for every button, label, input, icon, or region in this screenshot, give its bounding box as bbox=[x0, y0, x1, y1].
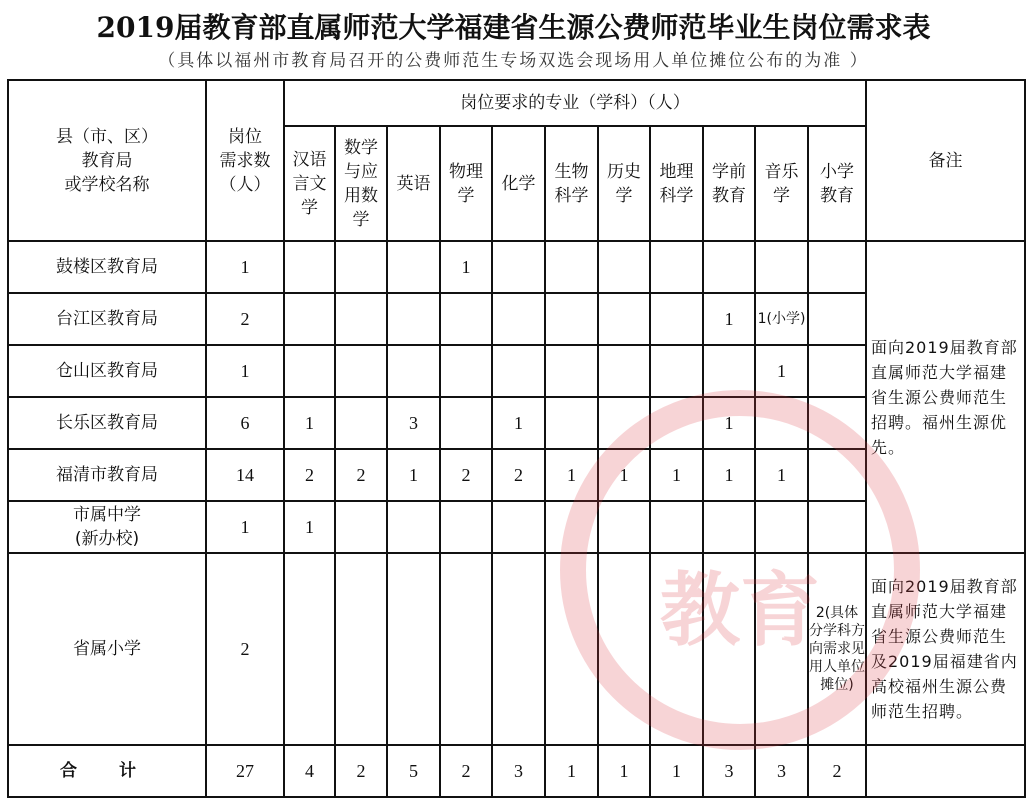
subject-count bbox=[440, 345, 492, 397]
subject-count bbox=[492, 293, 545, 345]
unit-name: 鼓楼区教育局 bbox=[8, 241, 206, 293]
subject-count: 1 bbox=[440, 241, 492, 293]
job-demand-table bbox=[7, 79, 1026, 798]
subject-count bbox=[335, 553, 387, 745]
subject-count: 1 bbox=[703, 397, 755, 449]
subject-count: 2 bbox=[284, 449, 335, 501]
subject-count bbox=[387, 501, 440, 553]
subject-count bbox=[650, 345, 703, 397]
subject-count bbox=[284, 553, 335, 745]
subject-count bbox=[284, 345, 335, 397]
subject-count: 1 bbox=[703, 293, 755, 345]
header-subject: 音乐学 bbox=[755, 126, 808, 241]
total-subject-count: 2 bbox=[335, 745, 387, 797]
subject-count bbox=[808, 501, 866, 553]
subject-count bbox=[808, 449, 866, 501]
total-subject-count: 5 bbox=[387, 745, 440, 797]
total-subject-count: 1 bbox=[650, 745, 703, 797]
remark-cell: 面向2019届教育部直属师范大学福建省生源公费师范生招聘。福州生源优先。 bbox=[866, 241, 1025, 553]
header-subject: 英语 bbox=[387, 126, 440, 241]
total-row bbox=[8, 745, 1025, 797]
subject-count bbox=[808, 293, 866, 345]
subject-count bbox=[440, 293, 492, 345]
subject-count bbox=[545, 345, 598, 397]
subject-count bbox=[650, 241, 703, 293]
subject-count: 1 bbox=[650, 449, 703, 501]
subject-count bbox=[387, 241, 440, 293]
subject-count bbox=[545, 397, 598, 449]
subject-count bbox=[808, 241, 866, 293]
subject-count bbox=[598, 501, 650, 553]
subject-count bbox=[440, 501, 492, 553]
subject-count bbox=[545, 293, 598, 345]
page-title: 2019届教育部直属师范大学福建省生源公费师范毕业生岗位需求表 bbox=[96, 11, 931, 44]
subject-count bbox=[335, 345, 387, 397]
subject-count bbox=[650, 501, 703, 553]
total-demand: 27 bbox=[206, 745, 284, 797]
unit-name: 福清市教育局 bbox=[8, 449, 206, 501]
table-row bbox=[8, 553, 1025, 745]
header-subject: 汉语言文学 bbox=[284, 126, 335, 241]
header-subject: 地理科学 bbox=[650, 126, 703, 241]
header-subjects-group: 岗位要求的专业（学科）（人） bbox=[284, 80, 866, 126]
total-subject-count: 4 bbox=[284, 745, 335, 797]
subject-count: 1 bbox=[545, 449, 598, 501]
subject-count bbox=[703, 241, 755, 293]
header-subject: 数学与应用数学 bbox=[335, 126, 387, 241]
unit-name: 市属中学 (新办校) bbox=[8, 501, 206, 553]
total-subject-count: 3 bbox=[703, 745, 755, 797]
subject-count bbox=[284, 241, 335, 293]
subject-count: 1 bbox=[492, 397, 545, 449]
demand-count: 14 bbox=[206, 449, 284, 501]
subject-count bbox=[650, 293, 703, 345]
subject-count bbox=[808, 397, 866, 449]
total-subject-count: 2 bbox=[440, 745, 492, 797]
subject-count bbox=[545, 501, 598, 553]
subject-count: 2 bbox=[335, 449, 387, 501]
subject-count bbox=[335, 397, 387, 449]
subject-count bbox=[598, 241, 650, 293]
subject-count: 1 bbox=[598, 449, 650, 501]
header-demand: 岗位 需求数 （人） bbox=[206, 80, 284, 241]
demand-count: 6 bbox=[206, 397, 284, 449]
demand-count: 1 bbox=[206, 241, 284, 293]
subject-count bbox=[598, 345, 650, 397]
header-subject: 小学教育 bbox=[808, 126, 866, 241]
subject-count bbox=[598, 293, 650, 345]
subject-count: 3 bbox=[387, 397, 440, 449]
subject-count bbox=[284, 293, 335, 345]
subject-count bbox=[335, 241, 387, 293]
subject-count bbox=[387, 553, 440, 745]
demand-count: 1 bbox=[206, 345, 284, 397]
unit-name: 长乐区教育局 bbox=[8, 397, 206, 449]
subject-count bbox=[492, 553, 545, 745]
subject-count: 1 bbox=[755, 345, 808, 397]
subject-count: 1 bbox=[703, 449, 755, 501]
subject-count bbox=[545, 241, 598, 293]
subject-count: 2 bbox=[492, 449, 545, 501]
page-subtitle: （具体以福州市教育局召开的公费师范生专场双选会现场用人单位摊位公布的为准 ） bbox=[158, 51, 869, 71]
subject-count bbox=[703, 501, 755, 553]
header-remarks: 备注 bbox=[866, 80, 1025, 241]
subject-count: 1(小学) bbox=[755, 293, 808, 345]
total-subject-count: 1 bbox=[598, 745, 650, 797]
subject-count bbox=[598, 397, 650, 449]
subject-count: 1 bbox=[387, 449, 440, 501]
subject-count bbox=[755, 241, 808, 293]
unit-name: 省属小学 bbox=[8, 553, 206, 745]
header-unit: 县（市、区） 教育局 或学校名称 bbox=[8, 80, 206, 241]
unit-name: 台江区教育局 bbox=[8, 293, 206, 345]
subject-count: 1 bbox=[755, 449, 808, 501]
subject-count bbox=[335, 293, 387, 345]
table-row bbox=[8, 241, 1025, 293]
subject-count bbox=[755, 553, 808, 745]
subject-count bbox=[440, 553, 492, 745]
header-subject: 生物科学 bbox=[545, 126, 598, 241]
header-subject: 学前教育 bbox=[703, 126, 755, 241]
total-label: 合 计 bbox=[8, 745, 206, 797]
subject-count bbox=[755, 397, 808, 449]
total-subject-count: 3 bbox=[492, 745, 545, 797]
header-subject: 化学 bbox=[492, 126, 545, 241]
total-subject-count: 1 bbox=[545, 745, 598, 797]
total-subject-count: 3 bbox=[755, 745, 808, 797]
total-subject-count: 2 bbox=[808, 745, 866, 797]
subject-count: 1 bbox=[284, 501, 335, 553]
subject-count bbox=[492, 345, 545, 397]
newspaper-stamp-watermark: 教育 bbox=[560, 390, 920, 750]
demand-count: 2 bbox=[206, 553, 284, 745]
subject-count bbox=[598, 553, 650, 745]
subject-count bbox=[650, 397, 703, 449]
subject-count bbox=[545, 553, 598, 745]
subject-count bbox=[808, 345, 866, 397]
subject-count bbox=[703, 553, 755, 745]
remark-cell: 面向2019届教育部直属师范大学福建省生源公费师范生及2019届福建省内高校福州生源公费师范生招聘。 bbox=[866, 553, 1025, 745]
subject-count bbox=[335, 501, 387, 553]
header-subject: 历史学 bbox=[598, 126, 650, 241]
subject-count: 2(具体分学科方向需求见用人单位摊位) bbox=[808, 553, 866, 745]
subject-count bbox=[492, 241, 545, 293]
subject-count bbox=[440, 397, 492, 449]
total-remark bbox=[866, 745, 1025, 797]
unit-name: 仓山区教育局 bbox=[8, 345, 206, 397]
subject-count bbox=[387, 345, 440, 397]
subject-count bbox=[492, 501, 545, 553]
subject-count bbox=[755, 501, 808, 553]
subject-count bbox=[703, 345, 755, 397]
demand-count: 1 bbox=[206, 501, 284, 553]
header-subject: 物理学 bbox=[440, 126, 492, 241]
subject-count: 2 bbox=[440, 449, 492, 501]
demand-count: 2 bbox=[206, 293, 284, 345]
subject-count bbox=[387, 293, 440, 345]
subject-count: 1 bbox=[284, 397, 335, 449]
subject-count bbox=[650, 553, 703, 745]
